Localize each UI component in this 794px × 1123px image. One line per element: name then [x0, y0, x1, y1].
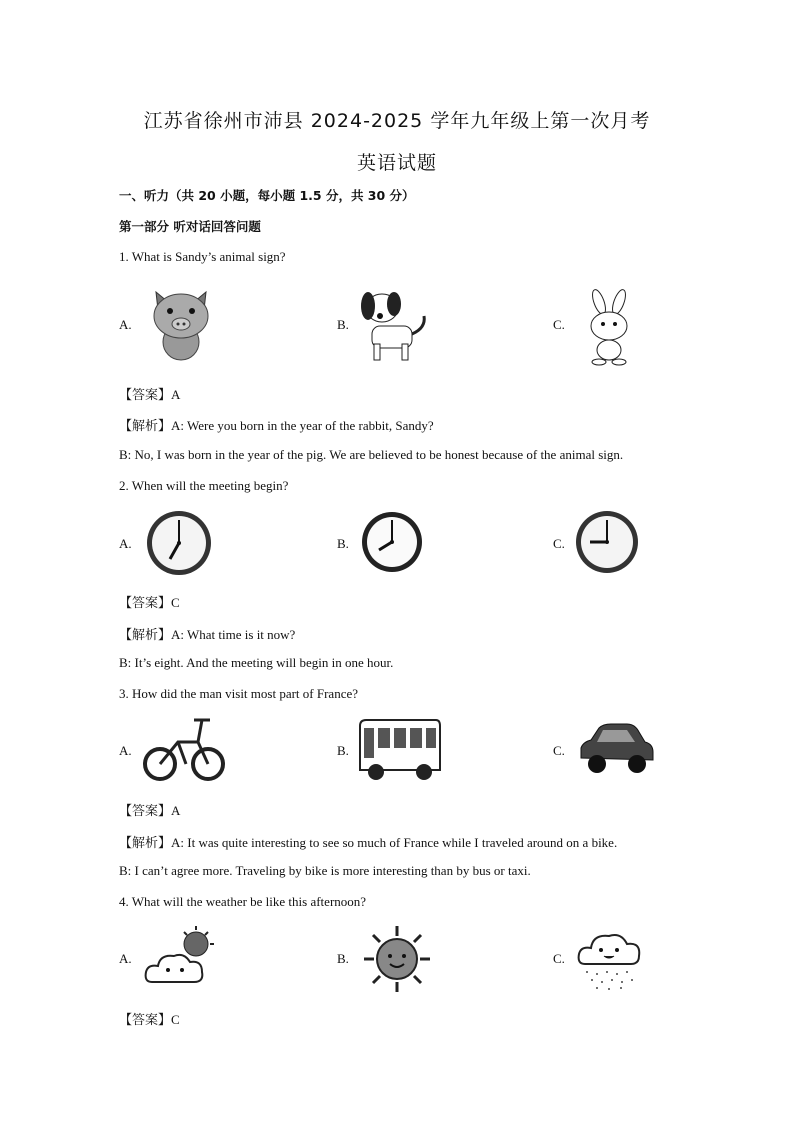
part-heading: 第一部分 听对话回答问题 [119, 219, 261, 234]
clock-8-icon [360, 510, 424, 574]
document-subtitle: 英语试题 [356, 152, 437, 174]
q2-analysis-line-1: 【解析】A: What time is it now? [119, 627, 296, 642]
q2-answer: 【答案】C [119, 595, 180, 610]
clock-9-icon [574, 509, 640, 575]
q1-option-b-label: B. [337, 317, 349, 332]
dog-icon [356, 286, 430, 362]
clock-7-icon [145, 509, 213, 577]
question-4-stem: 4. What will the weather be like this afternoon? [119, 894, 367, 909]
sun-cloud-icon [144, 924, 218, 992]
q1-analysis-line-1: 【解析】A: Were you born in the year of the rabbit, Sandy? [119, 418, 434, 433]
bus-icon [356, 716, 442, 784]
q4-option-a-label: A. [119, 951, 132, 966]
rabbit-icon [579, 288, 639, 366]
q3-analysis-line-1: 【解析】A: It was quite interesting to see so much of France while I traveled around on a bike. [119, 835, 618, 850]
q4-option-b-label: B. [337, 951, 349, 966]
q3-answer: 【答案】A [119, 803, 181, 818]
q2-option-c-label: C. [553, 536, 565, 551]
q3-analysis-line-2: B: I can’t agree more. Traveling by bike is more interesting than by bus or taxi. [119, 863, 531, 878]
car-icon [577, 720, 655, 776]
q4-option-c-label: C. [553, 951, 565, 966]
q1-option-c-label: C. [553, 317, 565, 332]
document-title: 江苏省徐州市沛县 2024-2025 学年九年级上第一次月考 [143, 110, 651, 132]
q2-option-b-label: B. [337, 536, 349, 551]
question-2-stem: 2. When will the meeting begin? [119, 478, 289, 493]
q1-option-a-label: A. [119, 317, 132, 332]
q2-analysis-line-2: B: It’s eight. And the meeting will begin in one hour. [119, 655, 394, 670]
q2-option-a-label: A. [119, 536, 132, 551]
q1-analysis-line-2: B: No, I was born in the year of the pig. We are believed to be honest because of the animal sign. [119, 447, 624, 462]
q3-option-c-label: C. [553, 743, 565, 758]
rain-cloud-icon [577, 926, 643, 994]
question-1-stem: 1. What is Sandy’s animal sign? [119, 249, 286, 264]
q4-answer: 【答案】C [119, 1012, 180, 1027]
question-3-stem: 3. How did the man visit most part of France? [119, 686, 359, 701]
q1-answer: 【答案】A [119, 387, 181, 402]
section-heading: 一、听力（共 20 小题，每小题 1.5 分，共 30 分） [119, 188, 415, 203]
sun-icon [362, 924, 432, 994]
q3-option-a-label: A. [119, 743, 132, 758]
q3-option-b-label: B. [337, 743, 349, 758]
pig-icon [146, 284, 216, 362]
bike-icon [142, 714, 226, 784]
